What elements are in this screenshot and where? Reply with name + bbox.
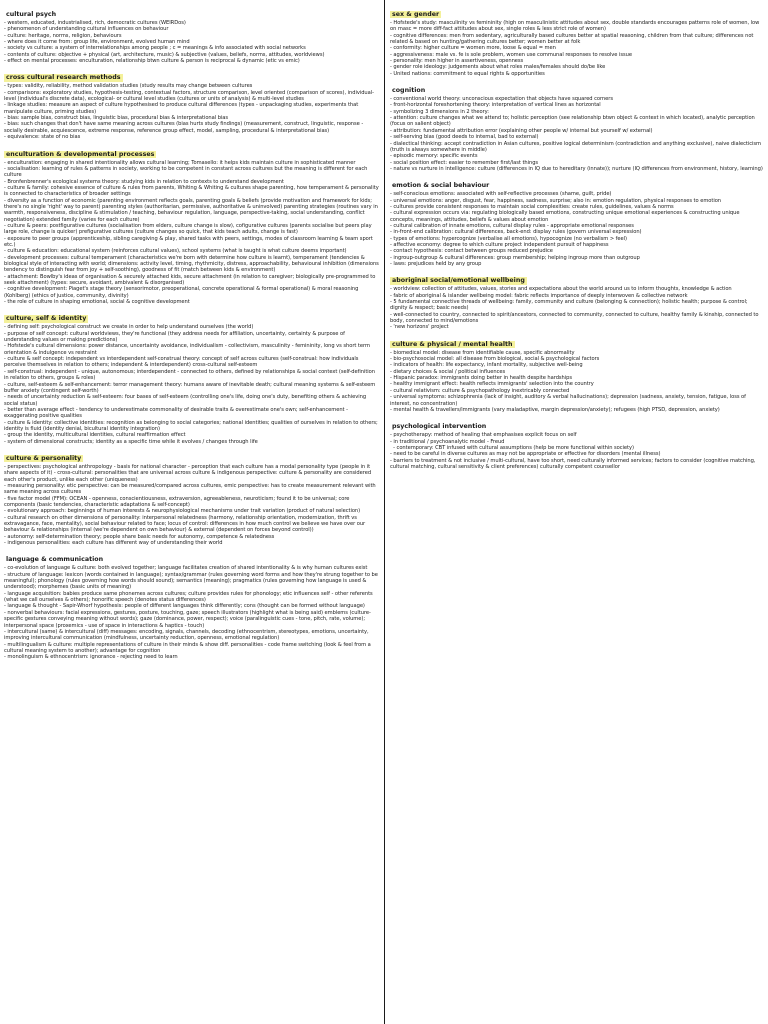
note-line: - multilingualism & culture: multiple representations of culture in their minds & show diff. personalities - code frame switching (look & feel from a cultural meaning system to another); advantage for cognition bbox=[4, 641, 373, 654]
note-line: - attribution: fundamental attribution error (explaining other people w/ internal but yourself w/ external) bbox=[390, 127, 653, 134]
left-column-content bbox=[0, 0, 383, 661]
note-line: - comparisons: exploratory studies, hypothesis-testing, contextual factors, structure comparison, level oriented (comparison of scores), individual-level (individual's discrete data), ecological- or cultural level studies (cultures or units of analysis) & multi-level studies bbox=[4, 89, 374, 103]
section-body bbox=[4, 324, 379, 445]
section-body bbox=[390, 20, 764, 77]
note-line: - monolinguism & ethnocentrism: ignorance - rejecting need to learn bbox=[4, 654, 178, 661]
note-line: - perspectives: psychological anthropology - basis for national character - perception that each culture has a modal personality type (people in it share aspects of it) - cross-cultural: personalities that are universal across culture & indigenous perspective: culture & personality are considered each other's product, unlike each other (uniqueness) bbox=[4, 463, 373, 483]
note-line: - gender role ideology: judgements about what roles males/females should do/be like bbox=[390, 64, 606, 71]
note-line: - group the identity, multicultural identities, cultural reaffirmation effect bbox=[4, 432, 186, 439]
note-line: - affective economy: degree to which culture project independent pursuit of happiness bbox=[390, 241, 609, 248]
note-line: - fabric of aboriginal & islander wellbeing model: fabric reflects importance of deeply interwoven & collective network bbox=[390, 292, 688, 299]
note-line: - self-conscious emotions: associated with self-reflective processes (shame, guilt, pride) bbox=[390, 191, 612, 198]
note-line: - in traditional / psychoanalytic model - Freud bbox=[390, 438, 505, 445]
section-heading-culture-personality: culture & personality bbox=[6, 454, 82, 462]
column-divider bbox=[384, 0, 386, 1024]
note-line: - culture & self concept: independent vs interdependent self-construal theory: concept of self across cultures (self-construal: how individuals perceive themselves in relation to others; independent & interdependent) cross-cultural self-esteem bbox=[4, 356, 361, 369]
note-line: - bias: such changes that don't have same meaning across cultures (bias hurts study findings) (measurement, construct, linguistic, response - socially desirable, acquiescence, extreme response, reference group effect, model, sampling, procedural & interpretational bias) bbox=[4, 121, 365, 134]
section-heading-cognition: cognition bbox=[392, 87, 426, 95]
note-line: - structure of language: lexicon (words contained in language); syntax/grammar (rules governing word forms and how they're strung together to be meaningful); phonology (rules governing how words should sound); semantics (meaning); pragmatics (rules governing how language is used & understood); morphemes (basic units of meaning) bbox=[4, 571, 380, 591]
section-heading-language-communication: language & communication bbox=[6, 556, 104, 564]
note-line: - dietary choices & social / political influences bbox=[390, 368, 506, 375]
note-line: - Hofstede's cultural dimensions: power distance, uncertainty avoidance, individualism - collectivism, masculinity - femininity, long vs short term orientation & indulgence vs restraint bbox=[4, 343, 372, 356]
note-line: - barriers to treatment & not inclusive / multi-cultural, have too short, need culturally informed services; factors to consider (cognitive matching, cultural matching, cultural sensitivity & client preferences) culturally competent counsellor bbox=[390, 457, 758, 470]
section-body bbox=[4, 565, 379, 660]
note-line: - better than average effect - tendency to underestimate commonality of desirable traits & overestimate one's own; self-enhancement - exaggerating positive qualities bbox=[4, 406, 350, 420]
right-column bbox=[386, 0, 768, 1024]
note-line: - well-connected to country, connected to spirit/ancestors, connected to community, connected to culture, healthy family & kinship, connected to body, connected to mind/emotions bbox=[390, 311, 761, 325]
left-column bbox=[0, 0, 383, 1024]
note-line: - equivalence: state of no bias bbox=[4, 134, 81, 141]
note-line: - 5 fundamental connective threads of wellbeing: family, community and culture (belonging & connection); holistic health; purpose & control; dignity & respect; basic needs) bbox=[390, 299, 750, 312]
note-line: - dialectical thinking: accept contradiction in Asian cultures, positive logical determinism (contradiction and anything exclusive), naive dialecticism (truth is always somewhere in middle) bbox=[390, 140, 763, 153]
note-line: - intercultural (same) & intercultural (diff) messages: encoding, signals, channels, decoding (ethnocentrism, stereotypes, emotions, uncertainty, improving intercultural communication (mindfulness, uncertainty reduction, openness, emotional regulation) bbox=[4, 628, 371, 642]
note-line: - contemporary: CBT infused with cultural assumptions (help be more functional within society) bbox=[390, 444, 634, 451]
note-line: - in-front-end calibration: cultural differences, back-end: display rules (govern universal expression) bbox=[390, 229, 642, 236]
note-line: - culture & identity: collective identities: recognition as belonging to social categories; national identities; qualities of ourselves in relation to others; identity is fluid (identity denial, bicultural identity integration) bbox=[4, 419, 380, 432]
section-body bbox=[4, 464, 379, 546]
note-line: - culture & family: cohesive essence of culture & rules from parents, Whiting & Whiting & cultures shape parenting, how temperament & personality is connected to characteristics of broader settings bbox=[4, 184, 381, 198]
section-body bbox=[390, 432, 764, 470]
note-line: - enculturation: engaging in shared intentionality allows cultural learning; Tomasello: it helps kids maintain culture in sophisticated manner bbox=[4, 159, 356, 166]
note-line: - United nations: commitment to equal rights & opportunities bbox=[390, 70, 545, 77]
note-line: - bias: sample bias, construct bias, linguistic bias, procedural bias & interpretational bias bbox=[4, 115, 229, 122]
note-line: - Bronfenbrenner's ecological systems theory: studying kids in relation to contexts to understand development bbox=[4, 178, 284, 185]
section-heading-culture-physical-mental-health: culture & physical / mental health bbox=[392, 340, 513, 348]
section-heading-culture-self-identity: culture, self & identity bbox=[6, 315, 87, 323]
note-line: - cultural relativism: culture & psychopathology inextricably connected bbox=[390, 387, 570, 394]
note-line: - culture: heritage, norms, religion, behaviours bbox=[4, 32, 122, 39]
note-line: - effect on mental processes: enculturation, relationship btwn culture & person is reciprocal & dynamic (etic vs emic) bbox=[4, 58, 300, 65]
note-line: - universal emotions: anger, disgust, fear, happiness, sadness, surprise; also in: emotion regulation, physical responses to emotion bbox=[390, 197, 722, 204]
section-heading-psychological-intervention: psychological intervention bbox=[392, 423, 487, 431]
note-line: - self-serving bias (good deeds to internal, bad to external) bbox=[390, 134, 539, 141]
section-body bbox=[4, 20, 379, 64]
note-line: - co-evolution of language & culture: both evolved together; language facilitates creation of shared intentionality & is why human cultures exist bbox=[4, 565, 368, 572]
note-line: - linkage studies: measure an aspect of culture hypothesised to produce cultural differences (types - unpackaging studies, experiments that manipulate culture, priming studies) bbox=[4, 102, 360, 115]
note-line: - cultural calibration of innate emotions, cultural display rules - appropriate emotional responses bbox=[390, 222, 634, 229]
note-line: - conventional world theory: unconscious expectation that objects have squared corners bbox=[390, 96, 613, 103]
section-body bbox=[4, 83, 379, 140]
note-line: - culture & peers: postfigurative cultures (socialisation from elders, culture change is slow), cofigurative cultures (parents socialise but peers play large role, change is quicker) prefigurative cultures (culture changes so quick, that kids teach adults, change is fast) bbox=[4, 222, 374, 236]
note-line: - cognitive development: Piaget's stage theory (sensorimotor, preoperational, concrete operational & formal operational) & moral reasoning (Kohlberg) (ethics of justice, community, divinity) bbox=[4, 286, 360, 299]
note-line: - contents of culture: objective + physical (art, architecture, music) & subjective (values, beliefs, norms, attitudes, worldviews) bbox=[4, 51, 325, 58]
note-line: - language & thought - Sapir-Whorf hypothesis: people of different languages think differently; cons (thought can be formed without language) bbox=[4, 603, 365, 610]
section-heading-aboriginal-social-emotional-wellbeing: aboriginal social/emotional wellbeing bbox=[392, 277, 525, 285]
note-line: - conformity: higher culture = women more, loose & equal = men bbox=[390, 45, 556, 52]
note-line: - bio-psychosocial model: all disease from biological, social & psychological factors bbox=[390, 356, 600, 363]
note-line: - culture & education: educational system (reinforces cultural values), school systems (what is taught is what culture deems important) bbox=[4, 248, 347, 255]
note-line: - development processes: cultural temperament (characteristics we're born with determine how culture is learnt), temperament (tendencies & biological style of interacting with world; dimensions: activity level, timing, rhythmicity, distress, approachability, behavioural inhibition (dimensions tendency to distinguish fear from joy + self-soothing), goodness of fit (match between kids & environment) bbox=[4, 254, 381, 274]
note-line: - worldview: collection of attitudes, values, stories and expectations about the world around us to inform thoughts, knowledge & action bbox=[390, 286, 732, 293]
note-line: - healthy immigrant effect: health reflects immigrants' selection into the country bbox=[390, 381, 594, 388]
section-body bbox=[390, 191, 764, 267]
note-line: - socialisation: learning of rules & patterns in society, working to be competent in constant across cultures but the meaning is different for each culture bbox=[4, 165, 369, 179]
section-body bbox=[4, 160, 379, 306]
note-line: - evolutionary approach: beginnings of human interests & neurophysiological mechanisms under trait variation (product of natural selection) bbox=[4, 508, 361, 515]
right-column-content bbox=[386, 0, 768, 470]
section-heading-cross-cultural-research-methods: cross cultural research methods bbox=[6, 74, 121, 82]
section-body bbox=[390, 286, 764, 330]
note-line: - diversity as a function of economic (parenting environment reflects goals, parenting goals & beliefs (provide motivation and framework for kids; there's no single 'right' way to parent) parenting styles (authoritarian, permissive, authoritative & uninvolved) parenting strategies (routines vary in warmth, responsiveness, discipline & stimulation / teaching, behaviour regulation, language, perspective-taking, social understanding, conflict negotiation) extended family (varies for each culture) bbox=[4, 197, 380, 223]
note-line: - culture, self-esteem & self-enhancement: terror management theory: humans aware of inevitable death; cultural meaning systems & self-esteem buffer anxiety (contingent self-worth) bbox=[4, 381, 377, 394]
section-body bbox=[390, 96, 764, 172]
note-line: - exposure to peer groups (apprenticeship, sibling caregiving & play, shared tasks with peers, settings, modes of classroom learning & team sport etc.) bbox=[4, 235, 375, 248]
note-line: - personality: men higher in assertiveness, openness bbox=[390, 58, 524, 65]
note-line: - Hispanic paradox: immigrants doing better in health despite hardships bbox=[390, 375, 572, 382]
note-line: - cultural expression occurs via: regulating biologically based emotions, constructing unique emotional experiences & constructing unique concepts, meanings, attitudes, beliefs & values about emotion bbox=[390, 210, 742, 223]
section-body bbox=[390, 350, 764, 413]
note-line: - episodic memory: specific events bbox=[390, 153, 478, 160]
note-line: - mental health & travellers/immigrants (vary maladaptive, margin depression/anxiety); refugees (high PTSD, depression, anxiety) bbox=[390, 406, 720, 413]
note-line: - need to be careful in diverse cultures as may not be appropriate or effective for disorders (mental illness) bbox=[390, 451, 661, 458]
note-line: - cultures provide consistent responses to maintain social complexities: create rules, guidelines, values & norms bbox=[390, 203, 674, 210]
note-line: - society vs culture: a system of interrelationships among people ; c = meanings & info associated with social networks bbox=[4, 45, 306, 52]
note-line: - Hofstede's study: masculinity vs femininity (high on masculinistic attitudes about sex, double standards encourages patterns role of women, low on masc = more diff-fact attitudes about sex, single roles & less strict role of women) bbox=[390, 20, 761, 33]
note-line: - biomedical model: disease from identifiable cause, specific abnormality bbox=[390, 349, 575, 356]
note-line: - the role of culture in shaping emotional, social & cognitive development bbox=[4, 299, 190, 306]
note-line: - psychotherapy: method of healing that emphasises explicit focus on self bbox=[390, 432, 577, 439]
note-line: - cultural research on other dimensions of personality: interpersonal relatedness (harmony, relationship orientation, modernization, thrift vs extravagance, face, mentality), social behaviour related to face; locus of control: differences in how much control we believe we have over our behaviour & relationships (internal (we're dependent on own behaviour) & external (dependent on forces beyond control)) bbox=[4, 514, 367, 534]
note-line: - contact hypothesis: contact between groups reduced prejudice bbox=[390, 248, 553, 255]
note-line: - 'new horizons' project bbox=[390, 324, 449, 331]
note-line: - nature vs nurture in intelligence: culture (differences in IQ due to hereditary (innate)); nurture (IQ differences from environment, history, learning) bbox=[390, 165, 763, 172]
note-line: - western, educated, industrialised, rich, democratic cultures (WEIRDos) bbox=[4, 20, 186, 26]
note-line: - front-horizontal foreshortening theory: interpretation of vertical lines as horizontal bbox=[390, 102, 601, 109]
note-line: - where does it come from: group life, environment, evolved human mind bbox=[4, 39, 190, 46]
section-heading-sex-gender: sex & gender bbox=[392, 11, 440, 18]
note-line: - laws: prejudices held by any group bbox=[390, 261, 482, 267]
note-line: - ingroup-outgroup & cultural differences: group membership; helping ingroup more than outgroup bbox=[390, 254, 640, 261]
note-line: - phenomenon of understanding cultural influences on behaviour bbox=[4, 26, 169, 33]
note-line: - nonverbal behaviours: facial expressions, gestures, posture, touching, gaze; speech illustrators (highlight what is being said) emblems (culture-specific gestures conveying meaning without words); gaze (dominance, power, respect); voice (paralinguistic cues - tone, pitch, rate, volume); interpersonal space (proxemics - use of space in interactions & haptics - touch) bbox=[4, 609, 371, 629]
section-heading-enculturation-developmental-processes: enculturation & developmental processes bbox=[6, 150, 155, 158]
section-heading-emotion-social-behaviour: emotion & social behaviour bbox=[392, 182, 490, 190]
note-line: - defining self: psychological construct we create in order to help understand ourselves (the world) bbox=[4, 324, 254, 331]
note-line: - attention: culture changes what we attend to; holistic perception (see relationship btwn object & context in which located), analytic perception (focus on salient object) bbox=[390, 115, 757, 128]
note-line: - self-construal: independent - unique, autonomous; interdependent - connected to others, defined by relationships & social context (self-definition in relation to others, groups & roles) bbox=[4, 368, 377, 382]
section-heading-cultural-psych: cultural psych bbox=[6, 11, 57, 18]
note-line: - needs of uncertainty reduction & self-esteem: four bases of self-esteem (controlling one's life, doing one's duty, benefiting others & achieving social status) bbox=[4, 394, 368, 407]
note-line: - indigenous personalities: each culture has different way of understanding their world bbox=[4, 540, 223, 547]
note-line: - indicators of health: life expectancy, infant mortality, subjective well-being bbox=[390, 362, 583, 369]
note-line: - aggressiveness: male vs. fe is sole problem, women use communal responses to resolve issue bbox=[390, 51, 632, 58]
note-line: - social position effect: easier to remember first/last things bbox=[390, 159, 539, 166]
note-line: - cognitive differences: men from sedentary, agriculturally based cultures better at spatial reasoning, children from that culture; differences not related & based on hunting/gathering cultures better; women better at folk bbox=[390, 32, 755, 46]
note-line: - universal symptoms: schizophrenia (lack of insight, auditory & verbal hallucinations); depression (sadness, anxiety, tension, fatigue, loss of interest, no concentration) bbox=[390, 394, 748, 407]
note-line: - attachment: Bowlby's ideas of organisation & securely attached kids, secure attachment (in relation to caregiver; biologically pre-programmed to seek attachment) (types: secure, avoidant, ambivalent & disorganised) bbox=[4, 273, 377, 287]
note-line: - autonomy: self-determination theory; people share basic needs for autonomy, competence & relatedness bbox=[4, 533, 275, 540]
note-line: - symbolizing 3 dimensions in 2 theory: bbox=[390, 108, 489, 115]
note-line: - system of dimensional constructs; identity as a specific time while it evolves / changes through life bbox=[4, 438, 258, 445]
note-line: - language acquisition: babies produce same phonemes across cultures; culture provides rules for phonology; etic influences self - other referents (what we call ourselves & others); honorific speech (denotes status differences) bbox=[4, 590, 375, 604]
note-line: - purpose of self concept: cultural worldviews, they're functional (they address needs for affiliation, uncertainty, certainty & purpose of understanding values or making predictions) bbox=[4, 330, 347, 344]
note-line: - five factor model (FFM): OCEAN - openness, conscientiousness, extraversion, agreeableness, neuroticism; found it to be universal; core components (basic tendencies, characteristic adaptations & self-concept) bbox=[4, 495, 351, 508]
note-line: - measuring personality: etic perspective: can be measured/compared across cultures, emic perspective: has to create measurement relevant with same meaning across cultures bbox=[4, 482, 378, 496]
note-line: - types of emotions: hypercognize (verbalise all emotions), hypocognize (no verbalism > feel) bbox=[390, 235, 627, 242]
note-line: - types: validity, reliability, method validation studies (study results may change between cultures bbox=[4, 83, 253, 90]
